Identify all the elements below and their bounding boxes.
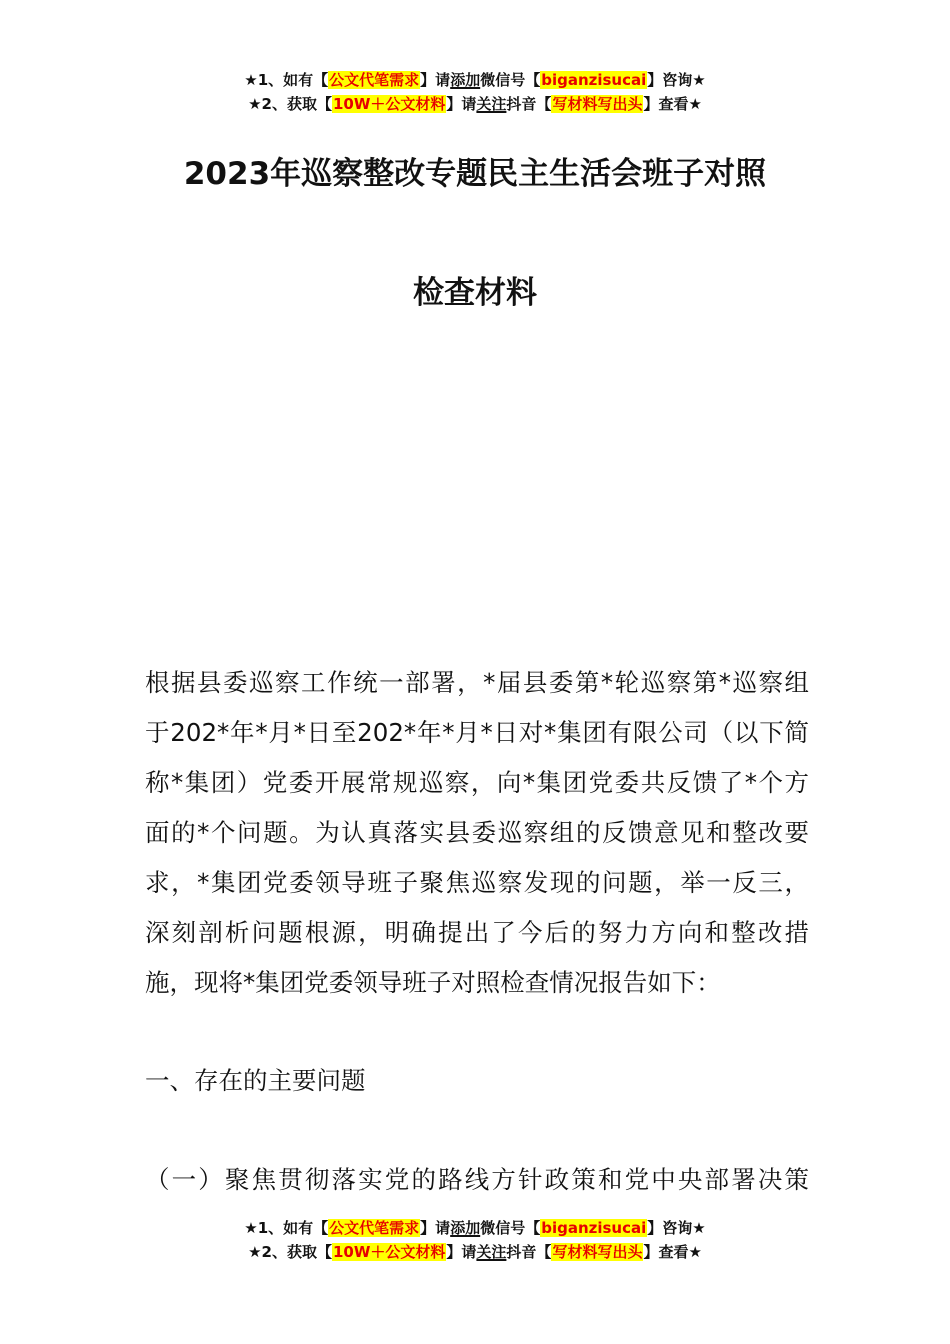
promo-text: 】咨询★ xyxy=(647,1219,706,1237)
paragraph-line: 求，*集团党委领导班子聚焦巡察发现的问题，举一反三， xyxy=(145,868,809,897)
promo-text: ★2、获取【 xyxy=(248,1243,332,1261)
section-heading: 一、存在的主要问题 xyxy=(145,1066,366,1095)
promo-highlight: 10W＋公文材料 xyxy=(332,1243,446,1261)
promo-text: ★1、如有【 xyxy=(244,71,329,89)
promo-underline: 添加 xyxy=(450,1219,481,1237)
promo-text: ★1、如有【 xyxy=(244,1219,329,1237)
footer-promo-banner xyxy=(0,1216,950,1264)
promo-text: 】请 xyxy=(446,1243,477,1261)
promo-text: 抖音【 xyxy=(506,95,552,113)
subsection-heading: （一）聚焦贯彻落实党的路线方针政策和党中央部署决策 xyxy=(145,1165,809,1194)
promo-text: 抖音【 xyxy=(506,1243,552,1261)
promo-highlight: 公文代笔需求 xyxy=(329,71,420,89)
paragraph-line: 于202*年*月*日至202*年*月*日对*集团有限公司（以下简 xyxy=(145,718,809,747)
document-title-line-2: 检查材料 xyxy=(413,275,537,311)
promo-text: 】请 xyxy=(420,1219,451,1237)
promo-text: ★2、获取【 xyxy=(248,95,332,113)
promo-highlight: 10W＋公文材料 xyxy=(332,95,446,113)
promo-highlight: biganzisucai xyxy=(541,1219,647,1237)
promo-text: 微信号【 xyxy=(480,71,541,89)
promo-highlight: 写材料写出头 xyxy=(552,1243,643,1261)
paragraph-line: 面的*个问题。为认真落实县委巡察组的反馈意见和整改要 xyxy=(145,818,809,847)
promo-text: 】查看★ xyxy=(643,95,702,113)
promo-text: 】请 xyxy=(420,71,451,89)
header-promo-banner xyxy=(0,68,950,116)
promo-line-2 xyxy=(0,1240,950,1264)
promo-line-2 xyxy=(0,92,950,116)
promo-highlight: biganzisucai xyxy=(541,71,647,89)
paragraph-line: 深刻剖析问题根源，明确提出了今后的努力方向和整改措 xyxy=(145,918,809,947)
promo-highlight: 公文代笔需求 xyxy=(329,1219,420,1237)
promo-line-1 xyxy=(0,1216,950,1240)
intro-paragraph xyxy=(145,658,809,1008)
promo-line-1 xyxy=(0,68,950,92)
promo-highlight: 写材料写出头 xyxy=(552,95,643,113)
paragraph-line: 施，现将*集团党委领导班子对照检查情况报告如下： xyxy=(145,968,721,997)
promo-text: 】查看★ xyxy=(643,1243,702,1261)
paragraph-line: 根据县委巡察工作统一部署，*届县委第*轮巡察第*巡察组 xyxy=(145,668,809,697)
promo-text: 】请 xyxy=(446,95,477,113)
paragraph-line: 称*集团）党委开展常规巡察，向*集团党委共反馈了*个方 xyxy=(145,768,809,797)
document-title-line-1: 2023年巡察整改专题民主生活会班子对照 xyxy=(183,156,767,192)
promo-underline: 添加 xyxy=(450,71,481,89)
promo-text: 】咨询★ xyxy=(647,71,706,89)
promo-text: 微信号【 xyxy=(480,1219,541,1237)
promo-underline: 关注 xyxy=(476,95,507,113)
promo-underline: 关注 xyxy=(476,1243,507,1261)
